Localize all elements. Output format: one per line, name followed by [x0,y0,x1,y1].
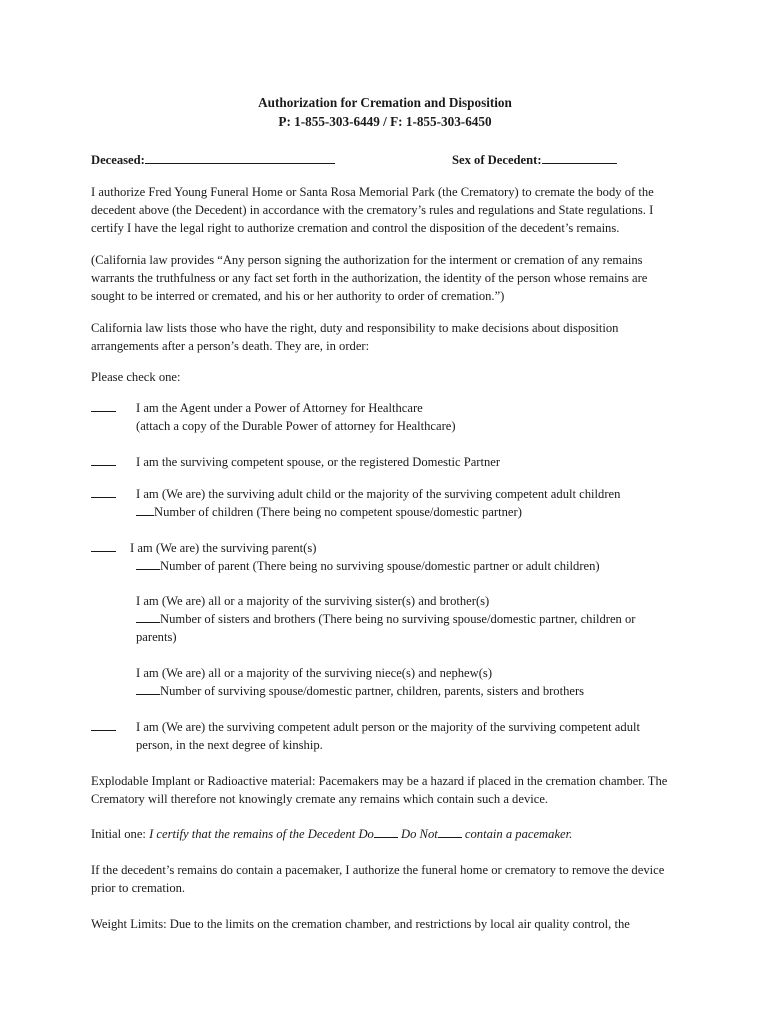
removal-line-1: If the decedent’s remains do contain a pacemaker, I authorize the funeral home or crematory to remove the device [91,863,665,877]
implant-line-1: Explodable Implant or Radioactive material: Pacemakers may be a hazard if placed in the cremation chamber. The [91,774,668,788]
option-niece-line-1: I am (We are) all or a majority of the surviving niece(s) and nephew(s) [136,666,493,680]
number-of-children-blank[interactable] [136,503,154,516]
law-quote-line-2: warrants the truthfulness or any fact set forth in the authorization, the identity of the person whose remains are [91,271,648,285]
deceased-label: Deceased: [91,153,145,167]
option-kin-line-2: person, in the next degree of kinship. [136,738,323,752]
number-of-nieces-label: Number of surviving spouse/domestic partner, children, parents, sisters and brothers [160,684,585,698]
number-of-parents-label: Number of parent (There being no surviving spouse/domestic partner or adult children) [160,559,600,573]
number-of-siblings-blank[interactable] [136,610,160,623]
agent-checkbox-blank[interactable] [91,399,116,412]
option-parent-line-1: I am (We are) the surviving parent(s) [130,541,317,555]
deceased-field [91,151,335,169]
authorize-line-2: decedent above (the Decedent) in accordance with the crematory’s rules and regulations and State regulations. I [91,203,654,217]
implant-line-2: Crematory will therefore not knowingly cremate any remains which contain such a device. [91,792,549,806]
option-child-line-2 [136,503,522,521]
option-sibling-line-1: I am (We are) all or a majority of the surviving sister(s) and brother(s) [136,594,490,608]
child-checkbox-blank[interactable] [91,485,116,498]
option-niece-line-2 [136,682,584,700]
option-kin-line-1: I am (We are) the surviving competent adult person or the majority of the surviving competent adult [136,720,640,734]
number-of-nieces-blank[interactable] [136,682,160,695]
phone-fax-line: P: 1-855-303-6449 / F: 1-855-303-6450 [278,114,492,129]
check-one-instruction: Please check one: [91,370,181,384]
authorize-line-1: I authorize Fred Young Funeral Home or Santa Rosa Memorial Park (the Crematory) to cremate the body of the [91,185,654,199]
pacemaker-do-blank[interactable] [374,826,398,838]
number-of-parents-blank[interactable] [136,557,160,570]
sex-label: Sex of Decedent: [452,153,542,167]
kin-checkbox-blank[interactable] [91,718,116,731]
option-agent-line-2: (attach a copy of the Durable Power of attorney for Healthcare) [136,419,456,433]
authorize-line-3: certify I have the legal right to authorize cremation and control the disposition of the decedent’s remains. [91,221,620,235]
weight-limits-line-1: Weight Limits: Due to the limits on the cremation chamber, and restrictions by local air quality control, the [91,917,630,931]
option-spouse-line-1: I am the surviving competent spouse, or the registered Domestic Partner [136,455,501,469]
certify-text-start: I certify that the remains of the Decedent Do [149,827,374,841]
option-parent-line-2 [136,557,600,575]
option-agent-line-1: I am the Agent under a Power of Attorney for Healthcare [136,401,423,415]
pacemaker-do-not-blank[interactable] [438,826,462,838]
option-sibling-line-2 [136,610,636,628]
option-sibling-line-3: parents) [136,630,177,644]
sex-input[interactable] [542,151,617,164]
removal-line-2: prior to cremation. [91,881,186,895]
option-child-line-1: I am (We are) the surviving adult child or the majority of the surviving competent adult children [136,487,621,501]
parent-checkbox-blank[interactable] [91,539,116,552]
deceased-input[interactable] [145,151,335,164]
do-not-text: Do Not [401,827,438,841]
form-title: Authorization for Cremation and Disposition [258,95,512,110]
pacemaker-initial-row [91,825,572,843]
law-lists-line-2: arrangements after a person’s death. They are, in order: [91,339,370,353]
law-lists-line-1: California law lists those who have the right, duty and responsibility to make decisions about disposition [91,321,619,335]
number-of-children-label: Number of children (There being no competent spouse/domestic partner) [154,505,522,519]
spouse-checkbox-blank[interactable] [91,453,116,466]
law-quote-line-3: sought to be interred or cremated, and his or her authority to order of cremation.”) [91,289,505,303]
initial-one-label: Initial one: [91,827,146,841]
number-of-siblings-label: Number of sisters and brothers (There being no surviving spouse/domestic partner, children or [160,612,636,626]
law-quote-line-1: (California law provides “Any person signing the authorization for the interment or cremation of any remains [91,253,643,267]
sex-field [452,151,617,169]
certify-text-end: contain a pacemaker. [464,827,573,841]
